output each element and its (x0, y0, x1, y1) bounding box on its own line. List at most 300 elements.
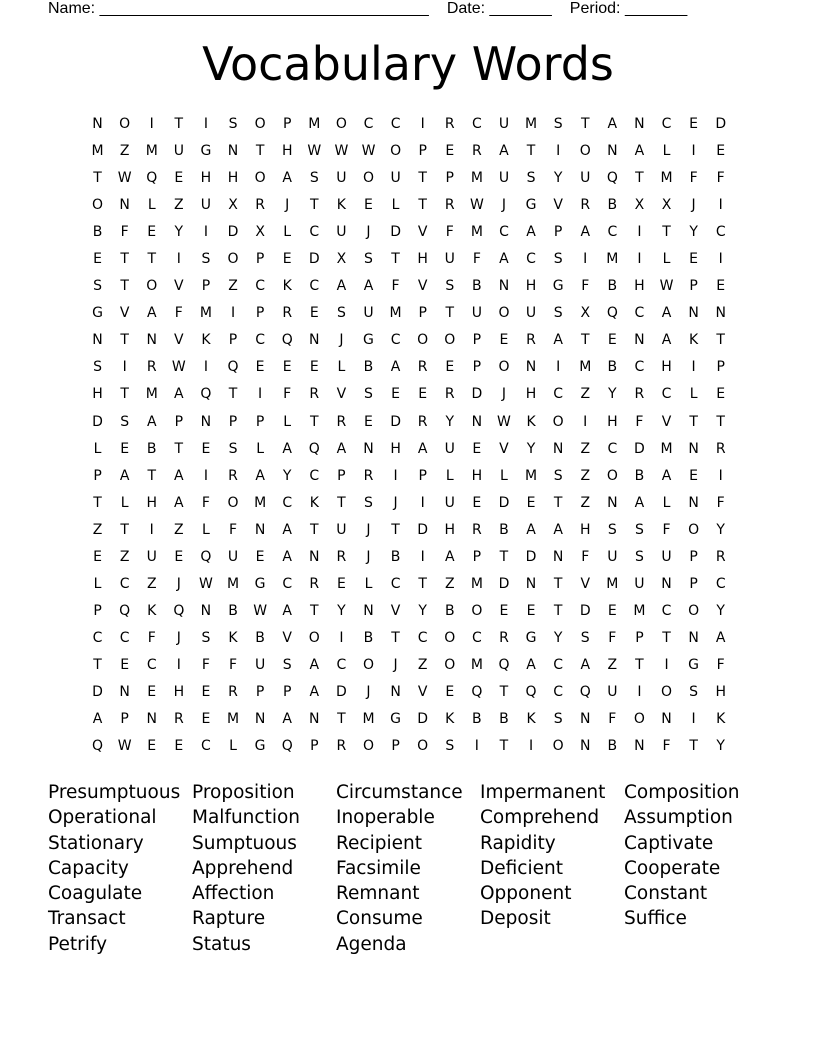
grid-cell[interactable]: U (200, 197, 212, 214)
grid-cell[interactable]: U (498, 170, 510, 187)
grid-cell[interactable]: N (309, 711, 320, 728)
grid-cell[interactable]: N (119, 683, 130, 700)
grid-cell[interactable]: E (120, 656, 130, 673)
grid-cell[interactable]: L (662, 143, 671, 160)
grid-cell[interactable]: C (146, 656, 157, 673)
grid-cell[interactable]: F (472, 251, 481, 268)
grid-cell[interactable]: Q (146, 170, 158, 187)
grid-cell[interactable]: B (634, 467, 645, 484)
grid-cell[interactable]: U (173, 143, 184, 160)
grid-cell[interactable]: P (418, 305, 427, 322)
grid-cell[interactable]: T (310, 197, 319, 214)
grid-cell[interactable]: H (444, 521, 456, 538)
grid-cell[interactable]: M (470, 170, 483, 187)
grid-cell[interactable]: A (336, 278, 347, 295)
grid-cell[interactable]: Q (173, 602, 185, 619)
grid-cell[interactable]: D (308, 251, 320, 268)
grid-cell[interactable]: T (228, 386, 238, 403)
grid-cell[interactable]: U (471, 305, 482, 322)
grid-cell[interactable]: P (337, 467, 346, 484)
grid-cell[interactable]: R (255, 197, 265, 214)
grid-cell[interactable]: O (308, 629, 320, 646)
grid-cell[interactable]: P (418, 143, 427, 160)
grid-cell[interactable]: S (553, 116, 563, 132)
grid-cell[interactable]: I (691, 711, 696, 728)
grid-cell[interactable]: C (390, 575, 401, 592)
grid-cell[interactable]: E (689, 467, 699, 484)
grid-cell[interactable]: S (553, 305, 563, 322)
grid-cell[interactable]: L (662, 494, 671, 511)
grid-cell[interactable]: W (307, 143, 322, 160)
grid-cell[interactable]: K (336, 197, 346, 214)
grid-cell[interactable]: S (228, 116, 238, 132)
grid-cell[interactable]: C (309, 224, 320, 241)
grid-cell[interactable]: G (525, 197, 537, 214)
grid-cell[interactable]: H (200, 170, 212, 187)
grid-cell[interactable]: I (203, 116, 208, 132)
grid-cell[interactable]: P (391, 738, 400, 755)
grid-cell[interactable]: E (174, 738, 184, 755)
grid-cell[interactable]: V (417, 683, 428, 700)
grid-cell[interactable]: Y (337, 602, 346, 619)
grid-cell[interactable]: A (661, 332, 672, 349)
grid-cell[interactable]: Z (444, 575, 455, 592)
grid-cell[interactable]: B (390, 548, 401, 565)
grid-cell[interactable]: X (661, 197, 672, 214)
grid-cell[interactable]: Z (174, 197, 184, 214)
grid-cell[interactable]: G (200, 143, 212, 160)
grid-cell[interactable]: E (689, 116, 699, 132)
grid-cell[interactable]: F (581, 548, 590, 565)
grid-cell[interactable]: J (366, 683, 371, 700)
grid-cell[interactable]: T (337, 711, 346, 728)
grid-cell[interactable]: E (201, 711, 211, 728)
grid-cell[interactable]: T (93, 656, 102, 673)
grid-cell[interactable]: E (147, 683, 157, 700)
grid-cell[interactable]: C (499, 224, 509, 241)
grid-cell[interactable]: N (607, 143, 618, 160)
grid-cell[interactable]: A (499, 143, 509, 160)
grid-cell[interactable]: U (227, 548, 239, 565)
grid-cell[interactable]: O (633, 711, 645, 728)
grid-cell[interactable]: W (334, 143, 349, 160)
grid-cell[interactable]: Q (92, 738, 104, 755)
grid-cell[interactable]: D (227, 224, 239, 241)
grid-cell[interactable]: S (607, 521, 617, 538)
grid-cell[interactable]: A (417, 440, 428, 457)
grid-cell[interactable]: E (147, 224, 157, 241)
grid-cell[interactable]: R (715, 548, 726, 565)
grid-cell[interactable]: D (579, 602, 591, 619)
grid-cell[interactable]: R (282, 305, 293, 322)
grid-cell[interactable]: Z (607, 656, 618, 673)
grid-cell[interactable]: A (634, 143, 645, 160)
grid-cell[interactable]: R (715, 440, 726, 457)
grid-cell[interactable]: W (361, 143, 376, 160)
grid-cell[interactable]: T (147, 467, 157, 484)
grid-cell[interactable]: J (393, 494, 398, 511)
grid-cell[interactable]: B (444, 602, 455, 619)
grid-cell[interactable]: A (715, 629, 726, 646)
grid-cell[interactable]: R (634, 386, 645, 403)
grid-cell[interactable]: I (203, 359, 208, 376)
grid-cell[interactable]: D (417, 521, 429, 538)
grid-cell[interactable]: Y (716, 738, 725, 755)
grid-cell[interactable]: C (363, 116, 374, 132)
grid-cell[interactable]: H (634, 278, 645, 295)
grid-cell[interactable]: H (390, 440, 401, 457)
grid-cell[interactable]: O (227, 251, 239, 268)
grid-cell[interactable]: U (607, 548, 618, 565)
grid-cell[interactable]: M (308, 116, 321, 132)
grid-cell[interactable]: W (253, 602, 268, 619)
grid-cell[interactable]: T (499, 683, 509, 700)
grid-cell[interactable]: L (391, 197, 400, 214)
grid-cell[interactable]: A (390, 359, 401, 376)
grid-cell[interactable]: A (661, 305, 672, 322)
grid-cell[interactable]: X (228, 197, 238, 214)
grid-cell[interactable]: H (281, 143, 293, 160)
grid-cell[interactable]: A (499, 251, 509, 268)
grid-cell[interactable]: N (579, 711, 591, 728)
grid-cell[interactable]: C (553, 683, 564, 700)
grid-cell[interactable]: J (366, 521, 371, 538)
grid-cell[interactable]: S (634, 521, 644, 538)
grid-cell[interactable]: P (93, 602, 102, 619)
grid-cell[interactable]: A (526, 656, 536, 673)
grid-cell[interactable]: F (581, 278, 590, 295)
grid-cell[interactable]: E (445, 143, 455, 160)
grid-cell[interactable]: Q (281, 738, 293, 755)
grid-cell[interactable]: P (689, 278, 698, 295)
grid-cell[interactable]: T (635, 656, 644, 673)
grid-cell[interactable]: D (390, 224, 401, 241)
grid-cell[interactable]: N (634, 116, 645, 132)
grid-cell[interactable]: I (583, 251, 588, 268)
grid-cell[interactable]: W (659, 278, 674, 295)
grid-cell[interactable]: C (553, 656, 564, 673)
grid-cell[interactable]: N (688, 494, 699, 511)
grid-cell[interactable]: R (444, 386, 455, 403)
grid-cell[interactable]: E (147, 738, 157, 755)
grid-cell[interactable]: L (202, 521, 210, 538)
grid-cell[interactable]: A (309, 683, 320, 700)
grid-cell[interactable]: M (362, 711, 375, 728)
grid-cell[interactable]: D (417, 711, 429, 728)
grid-cell[interactable]: E (282, 251, 292, 268)
grid-cell[interactable]: G (363, 332, 374, 349)
grid-cell[interactable]: B (228, 602, 238, 619)
grid-cell[interactable]: C (201, 738, 211, 755)
grid-cell[interactable]: E (716, 278, 726, 295)
grid-cell[interactable]: O (92, 197, 104, 214)
grid-cell[interactable]: P (228, 332, 238, 349)
grid-cell[interactable]: F (201, 656, 210, 673)
grid-cell[interactable]: U (498, 116, 510, 132)
grid-cell[interactable]: Y (445, 413, 455, 430)
grid-cell[interactable]: U (390, 170, 401, 187)
grid-cell[interactable]: E (526, 602, 536, 619)
grid-cell[interactable]: F (716, 494, 725, 511)
grid-cell[interactable]: J (339, 332, 344, 349)
grid-cell[interactable]: H (146, 494, 157, 511)
grid-cell[interactable]: K (689, 332, 699, 349)
grid-cell[interactable]: Q (606, 305, 618, 322)
grid-cell[interactable]: C (255, 332, 265, 349)
grid-cell[interactable]: N (688, 629, 699, 646)
grid-cell[interactable]: Y (174, 224, 184, 241)
grid-cell[interactable]: R (173, 711, 184, 728)
grid-cell[interactable]: F (716, 656, 725, 673)
grid-cell[interactable]: B (472, 711, 482, 728)
grid-cell[interactable]: S (93, 278, 102, 295)
grid-cell[interactable]: L (364, 575, 373, 592)
grid-cell[interactable]: L (229, 738, 237, 755)
grid-cell[interactable]: M (579, 359, 592, 376)
grid-cell[interactable]: S (689, 683, 699, 700)
grid-cell[interactable]: T (120, 332, 129, 349)
grid-cell[interactable]: N (579, 738, 591, 755)
grid-cell[interactable]: R (228, 683, 238, 700)
grid-cell[interactable]: D (390, 413, 401, 430)
grid-cell[interactable]: P (716, 359, 725, 376)
grid-cell[interactable]: N (661, 711, 672, 728)
grid-cell[interactable]: T (310, 521, 319, 538)
grid-cell[interactable]: C (634, 359, 645, 376)
grid-cell[interactable]: F (662, 738, 671, 755)
grid-cell[interactable]: R (444, 197, 455, 214)
grid-cell[interactable]: Z (92, 521, 103, 538)
grid-cell[interactable]: U (146, 548, 157, 565)
period-field[interactable]: Period: _______ (569, 0, 688, 17)
grid-cell[interactable]: Z (580, 494, 591, 511)
grid-cell[interactable]: P (228, 413, 238, 430)
grid-cell[interactable]: O (579, 143, 591, 160)
grid-cell[interactable]: O (552, 738, 564, 755)
grid-cell[interactable]: P (472, 548, 482, 565)
grid-cell[interactable]: S (553, 467, 563, 484)
grid-cell[interactable]: D (92, 413, 103, 430)
grid-cell[interactable]: E (499, 332, 509, 349)
grid-cell[interactable]: A (174, 467, 184, 484)
grid-cell[interactable]: B (472, 278, 482, 295)
grid-cell[interactable]: C (471, 116, 482, 132)
grid-cell[interactable]: S (580, 629, 590, 646)
grid-cell[interactable]: L (256, 440, 265, 457)
grid-cell[interactable]: P (255, 683, 265, 700)
grid-cell[interactable]: E (445, 683, 455, 700)
grid-cell[interactable]: I (691, 143, 696, 160)
grid-cell[interactable]: Q (471, 683, 483, 700)
grid-cell[interactable]: V (553, 197, 563, 214)
grid-cell[interactable]: N (634, 738, 645, 755)
grid-cell[interactable]: N (715, 305, 726, 322)
grid-cell[interactable]: E (201, 440, 211, 457)
grid-cell[interactable]: E (120, 440, 130, 457)
grid-cell[interactable]: I (393, 467, 398, 484)
grid-cell[interactable]: Q (525, 683, 537, 700)
grid-cell[interactable]: C (715, 224, 726, 241)
grid-cell[interactable]: B (607, 197, 618, 214)
grid-cell[interactable]: N (525, 359, 537, 376)
grid-cell[interactable]: I (556, 143, 561, 160)
grid-cell[interactable]: A (282, 440, 292, 457)
grid-cell[interactable]: N (200, 413, 212, 430)
grid-cell[interactable]: R (146, 359, 157, 376)
grid-cell[interactable]: T (580, 116, 590, 132)
grid-cell[interactable]: T (120, 521, 129, 538)
grid-cell[interactable]: N (92, 116, 103, 132)
grid-cell[interactable]: B (607, 278, 618, 295)
grid-cell[interactable]: O (254, 170, 266, 187)
grid-cell[interactable]: T (553, 575, 563, 592)
grid-cell[interactable]: R (417, 359, 428, 376)
grid-cell[interactable]: B (92, 224, 103, 241)
grid-cell[interactable]: F (608, 629, 617, 646)
grid-cell[interactable]: I (637, 224, 642, 241)
grid-cell[interactable]: X (580, 305, 591, 322)
grid-cell[interactable]: S (364, 386, 373, 403)
grid-cell[interactable]: M (226, 711, 240, 728)
grid-cell[interactable]: E (309, 305, 319, 322)
grid-cell[interactable]: O (444, 656, 456, 673)
grid-cell[interactable]: E (364, 197, 373, 214)
grid-cell[interactable]: C (715, 575, 726, 592)
grid-cell[interactable]: B (499, 711, 509, 728)
grid-cell[interactable]: C (282, 575, 293, 592)
grid-cell[interactable]: K (228, 629, 238, 646)
grid-cell[interactable]: T (635, 170, 644, 187)
grid-cell[interactable]: T (93, 494, 102, 511)
grid-cell[interactable]: H (525, 278, 537, 295)
grid-cell[interactable]: J (393, 656, 398, 673)
grid-cell[interactable]: R (336, 738, 347, 755)
grid-cell[interactable]: N (390, 683, 401, 700)
grid-cell[interactable]: I (664, 656, 669, 673)
grid-cell[interactable]: U (444, 251, 455, 268)
grid-cell[interactable]: Q (579, 683, 591, 700)
grid-cell[interactable]: B (255, 629, 265, 646)
grid-cell[interactable]: E (445, 359, 455, 376)
grid-cell[interactable]: R (444, 116, 455, 132)
grid-cell[interactable]: F (716, 170, 725, 187)
grid-cell[interactable]: E (391, 386, 400, 403)
grid-cell[interactable]: I (691, 359, 696, 376)
grid-cell[interactable]: E (282, 359, 292, 376)
grid-cell[interactable]: H (471, 467, 483, 484)
grid-cell[interactable]: Z (580, 440, 591, 457)
grid-cell[interactable]: H (92, 386, 103, 403)
grid-cell[interactable]: J (501, 386, 507, 403)
grid-cell[interactable]: A (282, 711, 292, 728)
grid-cell[interactable]: D (525, 548, 537, 565)
grid-cell[interactable]: T (662, 629, 671, 646)
grid-cell[interactable]: A (146, 413, 157, 430)
grid-cell[interactable]: G (552, 278, 564, 295)
grid-cell[interactable]: A (282, 521, 292, 538)
grid-cell[interactable]: S (445, 278, 455, 295)
grid-cell[interactable]: E (93, 251, 102, 268)
grid-cell[interactable]: Y (553, 629, 563, 646)
grid-cell[interactable]: H (525, 386, 537, 403)
grid-cell[interactable]: T (310, 602, 319, 619)
grid-cell[interactable]: J (366, 548, 371, 565)
grid-cell[interactable]: T (120, 251, 129, 268)
grid-cell[interactable]: I (637, 683, 642, 700)
grid-cell[interactable]: N (92, 332, 103, 349)
grid-cell[interactable]: K (716, 711, 726, 728)
grid-cell[interactable]: O (498, 305, 510, 322)
grid-cell[interactable]: Y (418, 602, 427, 619)
grid-cell[interactable]: L (93, 575, 102, 592)
grid-cell[interactable]: Z (146, 575, 157, 592)
grid-cell[interactable]: J (176, 575, 181, 592)
grid-cell[interactable]: R (309, 575, 320, 592)
grid-cell[interactable]: P (93, 467, 102, 484)
grid-cell[interactable]: L (689, 386, 698, 403)
grid-cell[interactable]: A (661, 467, 672, 484)
grid-cell[interactable]: A (174, 494, 184, 511)
grid-cell[interactable]: T (716, 332, 725, 349)
grid-cell[interactable]: W (497, 413, 511, 430)
grid-cell[interactable]: I (203, 224, 208, 241)
grid-cell[interactable]: T (120, 386, 129, 403)
grid-cell[interactable]: T (93, 170, 102, 187)
grid-cell[interactable]: D (92, 683, 103, 700)
grid-cell[interactable]: J (366, 224, 371, 241)
grid-cell[interactable]: F (689, 170, 698, 187)
grid-cell[interactable]: O (119, 116, 131, 132)
grid-cell[interactable]: F (662, 521, 671, 538)
grid-cell[interactable]: L (500, 467, 508, 484)
grid-cell[interactable]: A (634, 494, 645, 511)
grid-cell[interactable]: M (660, 170, 673, 187)
grid-cell[interactable]: T (662, 224, 671, 241)
grid-cell[interactable]: Y (716, 602, 725, 619)
grid-cell[interactable]: A (146, 305, 157, 322)
date-field[interactable]: Date: _______ (446, 0, 552, 17)
grid-cell[interactable]: Z (119, 143, 130, 160)
grid-cell[interactable]: A (363, 278, 374, 295)
grid-cell[interactable]: M (254, 494, 267, 511)
grid-cell[interactable]: M (606, 251, 619, 268)
grid-cell[interactable]: I (122, 359, 127, 376)
grid-cell[interactable]: C (661, 386, 672, 403)
grid-cell[interactable]: P (255, 305, 265, 322)
grid-cell[interactable]: N (146, 332, 157, 349)
grid-cell[interactable]: G (525, 629, 537, 646)
grid-cell[interactable]: D (715, 116, 727, 132)
grid-cell[interactable]: K (526, 413, 536, 430)
grid-cell[interactable]: T (391, 521, 400, 538)
grid-cell[interactable]: A (92, 711, 103, 728)
grid-cell[interactable]: U (444, 494, 455, 511)
grid-cell[interactable]: G (92, 305, 103, 322)
grid-cell[interactable]: F (228, 521, 238, 538)
grid-cell[interactable]: S (309, 170, 319, 187)
grid-cell[interactable]: T (499, 738, 509, 755)
grid-cell[interactable]: A (580, 224, 591, 241)
grid-cell[interactable]: N (688, 305, 699, 322)
grid-cell[interactable]: V (580, 575, 591, 592)
grid-cell[interactable]: C (309, 467, 320, 484)
grid-cell[interactable]: D (336, 683, 347, 700)
grid-cell[interactable]: V (174, 278, 184, 295)
grid-cell[interactable]: U (336, 521, 347, 538)
grid-cell[interactable]: B (146, 440, 157, 457)
grid-cell[interactable]: E (716, 386, 726, 403)
grid-cell[interactable]: I (176, 251, 181, 268)
